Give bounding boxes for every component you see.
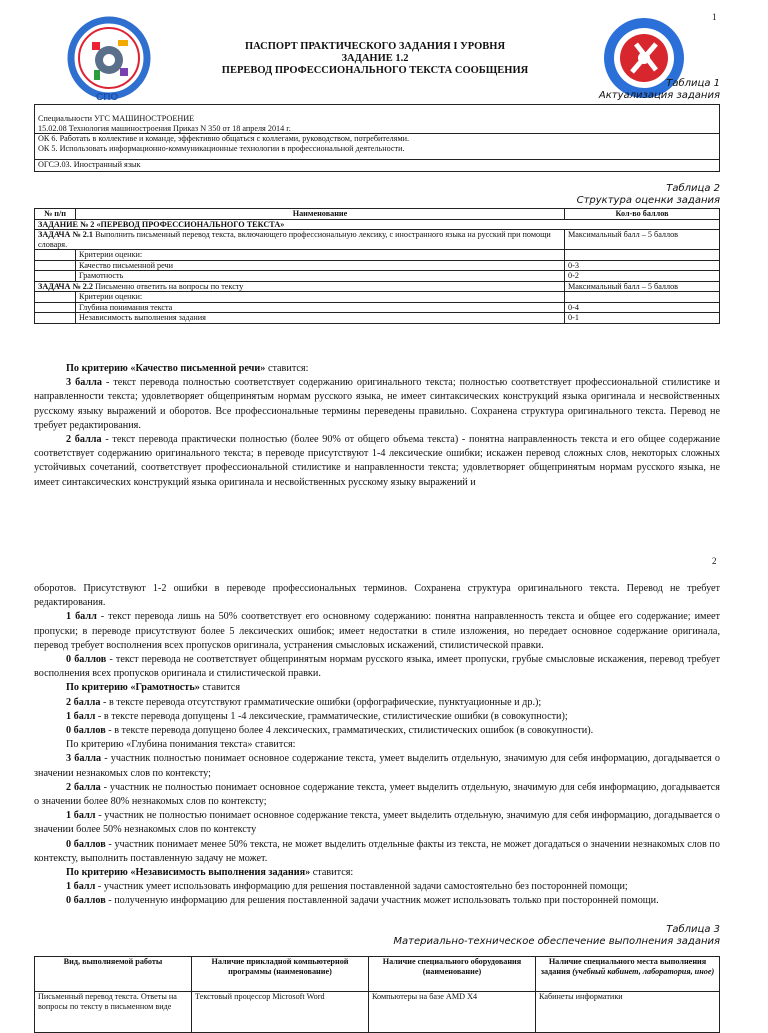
table1-caption (599, 78, 720, 102)
table1-row-specialty: Специальности УГС МАШИНОСТРОЕНИЕ (38, 114, 195, 123)
score-2-paragraph (34, 433, 720, 490)
table1-title: Актуализация задания (598, 90, 720, 101)
score-label: 0 баллов (66, 654, 107, 666)
score-description: - участник умеет использовать информацию для решения поставленной задачи самостоятельно без посторонней помощи; (95, 881, 628, 893)
score-description: - участник понимает менее 50% текста, не может выделить отдельные факты из текста, не может догадаться о значении незнакомых слов по контексту, выполнить поставленную задачу не может. (34, 838, 720, 864)
depth-0-paragraph (34, 838, 720, 866)
criteria-score: 0-3 (565, 260, 720, 271)
criteria-name: Глубина понимания текста (76, 302, 565, 313)
score-label: 2 балла (66, 781, 101, 793)
col-header-score: Кол-во баллов (565, 209, 720, 220)
cell-software: Текстовый процессор Microsoft Word (192, 992, 369, 1033)
criterion-suffix: ставится (199, 682, 241, 694)
task-2-1-text: Выполнить письменный перевод текста, включающего профессиональную лексику, с иностранного языка на русский при помощи словаря. (38, 230, 551, 249)
col-header-name: Наименование (76, 209, 565, 220)
grammar-0-paragraph (34, 724, 720, 738)
task-2-2-label: ЗАДАЧА № 2.2 (38, 281, 94, 291)
score-description: - участник не полностью понимает основное содержание текста, умеет выделить отдельную, значимую для себя информацию, догадывается о значении более 50% незнакомых слов по контексту (34, 810, 720, 836)
score-label: 3 балла (66, 377, 102, 389)
depth-3-paragraph (34, 752, 720, 780)
header-line-3: ПЕРЕВОД ПРОФЕССИОНАЛЬНОГО ТЕКСТА СООБЩЕНИЯ (221, 65, 529, 76)
score-description: - текст перевода не соответствует общепринятым нормам русского языка, имеет пропуски, грубые смысловые искажения, перевод требует восполнения всех пропусков оригинала и стилистической правки. (34, 654, 720, 680)
criteria-name: Независимость выполнения задания (76, 313, 565, 324)
page1-body (34, 362, 720, 490)
criteria-score: 0-4 (565, 302, 720, 313)
criteria-name: Грамотность (76, 271, 565, 282)
page-number: 1 (712, 12, 717, 22)
table1-row-ok6: ОК 6. Работать в коллективе и команде, эффективно общаться с коллегами, руководством, потребителями. (38, 134, 410, 143)
criterion-title: По критерию «Грамотность» (66, 682, 200, 694)
criterion-suffix: ставится: (265, 363, 309, 374)
task-2-2-cell (35, 281, 565, 292)
criterion-title: По критерию «Независимость выполнения задания» (66, 867, 311, 879)
criterion-grammar-heading (34, 681, 720, 695)
criterion-title: По критерию «Качество письменной речи» (66, 363, 266, 374)
page2-body (34, 582, 720, 909)
table2-title: Структура оценки задания (576, 195, 720, 206)
score-description: - участник полностью понимает основное содержание текста, умеет выделить отдельную, значимую для себя информацию, догадывается о значении незнакомых слов по контексту; (34, 753, 720, 779)
task-2-2-score: Максимальный балл – 5 баллов (565, 281, 720, 292)
depth-1-paragraph (34, 809, 720, 837)
score-label: 3 балла (66, 753, 102, 765)
criterion-quality-heading (34, 362, 720, 376)
task-2-1-score: Максимальный балл – 5 баллов (565, 230, 720, 250)
table2-number: Таблица 2 (666, 183, 720, 194)
score-label: 1 балл (66, 710, 96, 722)
criterion-depth-heading: По критерию «Глубина понимания текста» ставится: (66, 739, 296, 751)
logo-caption: СПО (96, 92, 119, 103)
grammar-1-paragraph (34, 710, 720, 724)
score-description: - в тексте перевода допущены 1 -4 лексические, грамматические, стилистические ошибки (в совокупности); (95, 710, 568, 722)
task-2-1-cell (35, 230, 565, 250)
score-label: 2 балла (66, 434, 102, 446)
score-label: 2 балла (66, 696, 101, 708)
score-1-paragraph (34, 610, 720, 653)
criteria-score: 0-1 (565, 313, 720, 324)
score-description: - полученную информацию для решения поставленной задачи участник может использовать только при посторонней помощи. (105, 895, 659, 907)
score-description: - текст перевода лишь на 50% соответствует его основному содержанию: понятна направленность текста и общее его содержание; имеет пропуски; в переводе присутствуют более 5 лексических ошибок; имеет недостатки в стиле изложения, но передает основное содержание оригинала, перевод требует восполнения всех пропусков оригинала, устранения смысловых искажений, стилистической правки. (34, 611, 720, 651)
score-3-paragraph (34, 376, 720, 433)
criteria-name: Критерии оценки: (76, 292, 565, 303)
criteria-score: 0-2 (565, 271, 720, 282)
score-description: - текст перевода практически полностью (более 90% от общего объема текста) - понятна направленность текста и его общее содержание соответствует содержанию оригинального текста; в переводе присутствуют 1-4 лексические ошибки; искажен перевод сложных слов, некоторых сложных устойчивых сочетаний, соответствует профессиональной стилистике и направленности текста; удовлетворяет общепринятым нормам русского языка, не имеет синтаксических конструкций языка оригинала и несвойственных русскому языку выражений и (34, 434, 720, 488)
col-header-work-type: Вид, выполняемой работы (35, 957, 192, 992)
table3-caption (393, 924, 720, 948)
table3-title: Материально-техническое обеспечение выполнения задания (393, 936, 720, 947)
task-2-1-label: ЗАДАЧА № 2.1 (38, 230, 94, 239)
cell-work-type: Письменный перевод текста. Ответы на вопросы по тексту в письменном виде (35, 992, 192, 1033)
table3-number: Таблица 3 (666, 924, 720, 935)
page-number: 2 (712, 556, 717, 566)
independence-1-paragraph (34, 880, 720, 894)
criterion-suffix: ставится: (310, 867, 354, 879)
table1-row-discipline: ОГСЭ.03. Иностранный язык (35, 160, 720, 172)
table-assessment (34, 208, 720, 324)
task-heading: ЗАДАНИЕ № 2 «ПЕРЕВОД ПРОФЕССИОНАЛЬНОГО ТЕКСТА» (35, 219, 720, 230)
table1-cell (35, 134, 720, 160)
criteria-score (565, 250, 720, 261)
score-description: - в тексте перевода отсутствуют грамматические ошибки (орфографические, пунктуационные и др.); (100, 696, 542, 708)
col-header-place (536, 957, 720, 992)
table2-caption (577, 183, 720, 207)
table1-row-program: 15.02.08 Технология машиностроения Приказ N 350 от 18 апреля 2014 г. (38, 123, 291, 133)
col-header-number: № п/п (35, 209, 76, 220)
score-label: 1 балл (66, 810, 96, 822)
criteria-score (565, 292, 720, 303)
col-header-software: Наличие прикладной компьютерной программы (наименование) (192, 957, 369, 992)
col-header-equipment: Наличие специального оборудования (наименование) (369, 957, 536, 992)
table1-cell (35, 105, 720, 134)
criterion-independence-heading (34, 866, 720, 880)
table1-number: Таблица 1 (666, 78, 720, 89)
cell-equipment: Компьютеры на базе AMD X4 (369, 992, 536, 1033)
score-description: - участник не полностью понимает основное содержание текста, умеет выделить отдельную, значимую для себя информацию, догадывается о значении более 80% незнакомых слов по контексту; (34, 781, 720, 808)
criteria-name: Критерии оценки: (76, 250, 565, 261)
score-label: 0 баллов (66, 838, 106, 850)
score-description: - текст перевода полностью соответствует содержанию оригинального текста; полностью соответствует профессиональной стилистике и направленности текста; удовлетворяет общепринятым нормам русского языка, не имеет синтаксических конструкций языка оригинала и несвойственных русскому языку выражений и оборотов. Все профессиональные термины переведены правильно. Сохранена структура оригинального текста. Перевод не требует редактирования. (34, 377, 720, 431)
place-header-text: Наличие специального места выполнения задания (540, 957, 707, 976)
grammar-2-paragraph (34, 696, 720, 710)
depth-2-paragraph (34, 781, 720, 809)
place-header-note: (учебный кабинет, лаборатория, иное) (570, 966, 715, 976)
score-label: 0 баллов (66, 725, 106, 737)
document-header (190, 41, 560, 77)
task-2-2-text: Письменно ответить на вопросы по тексту (93, 281, 244, 291)
cell-place: Кабинеты информатики (536, 992, 720, 1033)
table1-row-ok5: ОК 5. Использовать информационно-коммуникационные технологии в профессиональной деятельности. (38, 143, 405, 153)
header-line-2: ЗАДАНИЕ 1.2 (341, 53, 409, 64)
continuation-paragraph: оборотов. Присутствуют 1-2 ошибки в переводе профессиональных терминов. Сохранена структура оригинального текста. Перевод не требует редактирования. (34, 583, 720, 609)
criteria-name: Качество письменной речи (76, 260, 565, 271)
spo-logo (64, 16, 156, 106)
score-description: - в тексте перевода допущено более 4 лексических, грамматических, стилистических ошибок (в совокупности). (105, 725, 594, 737)
score-0-paragraph (34, 653, 720, 681)
table-actualization (34, 104, 720, 172)
score-label: 1 балл (66, 881, 96, 893)
score-label: 0 баллов (66, 895, 106, 907)
independence-0-paragraph (34, 894, 720, 908)
table-equipment (34, 956, 720, 1033)
header-line-1: ПАСПОРТ ПРАКТИЧЕСКОГО ЗАДАНИЯ I УРОВНЯ (244, 41, 506, 52)
score-label: 1 балл (66, 611, 97, 623)
